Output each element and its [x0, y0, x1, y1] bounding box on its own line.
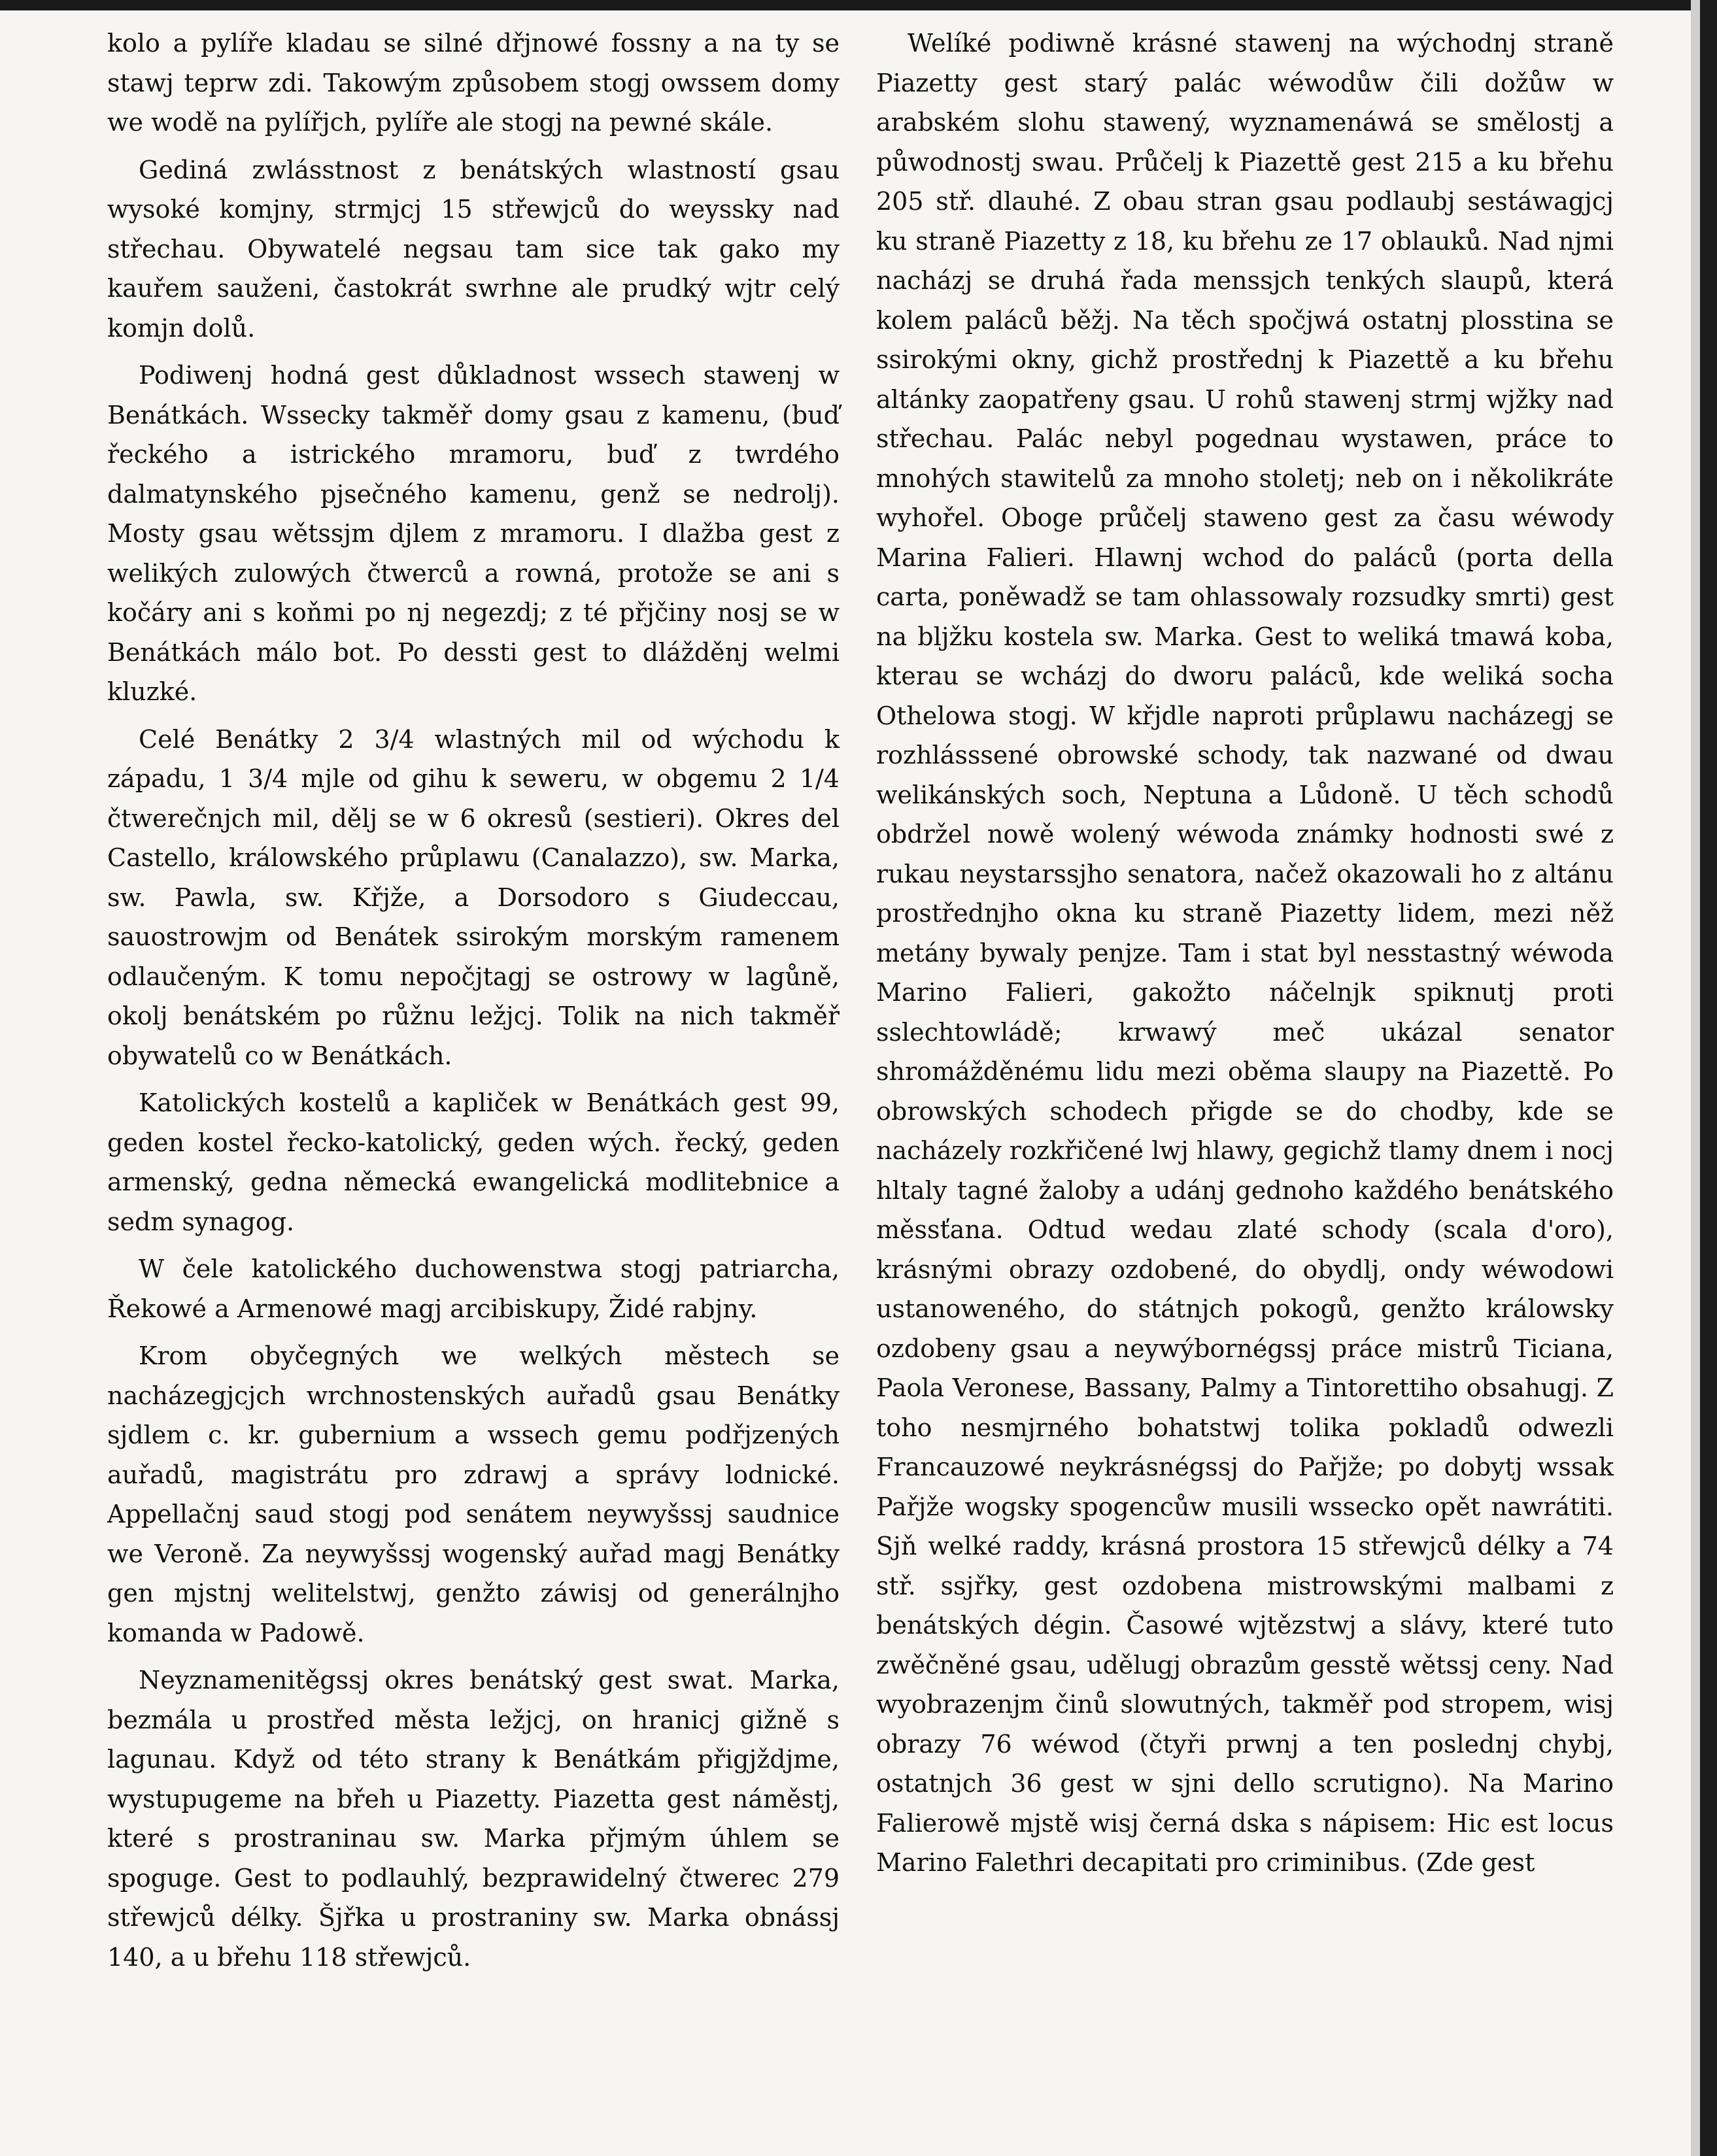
left-column — [107, 24, 840, 1977]
top-border-rule — [0, 0, 1700, 10]
paragraph: kolo a pylíře kladau se silné dřjnowé fossny a na ty se stawj teprw zdi. Takowým způsobem stogj owssem domy we wodě na pylířjch, pylíře ale stogj na pewné skále. — [107, 29, 840, 137]
paragraph: Neyznamenitěgssj okres benátský gest swat. Marka, bezmála u prostřed města ležjcj, on hranicj gižně s lagunau. Když od této strany k Benátkám přigjždjme, wystupugeme na břeh u Piazetty. Piazetta gest náměstj, které s prostraninau sw. Marka přjmým úhlem se spoguge. Gest to podlauhlý, bezprawidelný čtwerec 279 střewjců délky. Šjřka u prostraniny sw. Marka obnássj 140, a u břehu 118 střewjců. — [107, 1666, 840, 1972]
paragraph: Celé Benátky 2 3/4 wlastných mil od wýchodu k západu, 1 3/4 mjle od gihu k sewеru, w obgemu 2 1/4 čtwerečnjch mil, dělj se w 6 okresů (sestieri). Okres del Castello, králowského průplawu (Canalazzo), sw. Marka, sw. Pawla, sw. Křjže, a Dorsodoro s Giudeccau, sauostrowjm od Benátek ssirokým morským ramenem odlaučeným. K tomu nepočjtagj se ostrowy w lagůně, okolj benátském po růžnu ležjcj. Tolik na nich takměř obywatelů co w Benátkách. — [107, 724, 840, 1070]
page-edge-shadow — [1691, 0, 1700, 2156]
paragraph: W čele katolického duchowenstwa stogj patriarcha, Řekowé a Armenowé magj arcibiskupy, Židé rabjny. — [107, 1255, 840, 1323]
paragraph: Welíké podiwně krásné stawenj na wýchodnj straně Piazetty gest starý palác wéwodůw čili dožůw w arabském slohu stawený, wyznamenáwá se smělostj a půwodnostj swau. Průčelj k Piazettě gest 215 a ku břehu 205 stř. dlauhé. Z obau stran gsau podlaubj sestáwagjcj ku straně Piazetty z 18, ku břehu ze 17 oblauků. Nad njmi nacházj se druhá řada menssjch tenkých slaupů, která kolem paláců běžj. Na těch spočjwá ostatnj plosstina se ssirokými okny, gichž prostřednj k Piazettě a ku břehu altánky zaopatřeny gsau. U rohů stawenj strmj wjžky nad střechau. Palác nebyl pogednau wystawen, práce to mnohých stawitelů za mnoho stoletj; neb on i několikráte wyhořel. Oboge průčelj staweno gest za času wéwody Marina Falieri. Hlawnj wchod do paláců (porta della carta, poněwadž se tam ohlassowaly rozsudky smrti) gest na bljžku kostela sw. Marka. Gest to weliká tmawá koba, kterau se wcházj do dworu paláců, kde weliká socha Othelowa stogj. W křjdle naproti průplawu nacházegj se rozhlásssené obrowské schody, tak nazwané od dwau welikánských soch, Neptuna a Lůdoně. U těch schodů obdržel nowě wolený wéwoda známky hodnosti swé z rukau neystarssjho senatora, načež okazowali ho z altánu prostřednjho okna ku straně Piazetty lidem, mezi něž metány bywaly penjze. Tam i stat byl nesstastný wéwoda Marino Falieri, gakožto náčelnjk spiknutj proti sslechtowládě; krwawý meč ukázal senator shromážděnému lidu mezi oběma slaupy na Piazettě. Po obrowských schodech přigde se do chodby, kde se nacházely rozkřičené lwj hlawy, gegichž tlamy dnem i nocj hltaly tagné žaloby a udánj gednoho každého benátského měssťana. Odtud wedau zlaté schody (scala d'oro), krásnými obrazy ozdobené, do obydlj, ondy wéwodowi ustanoweného, do státnjch pokogů, genžto králowsky ozdobeny gsau a neywýbornégssj práce mistrů Ticiana, Paola Veronese, Bassany, Palmy a Tintorettiho obsahugj. Z toho nesmjrného bohatstwj tolika pokladů odwezli Francauzowé neykrásnégssj do Pařjže; po dobytj wssak Pařjže wogsky spogencůw musili wssecko opět nawrátiti. Sjň welké raddy, krásná prostora 15 střewjců délky a 74 stř. ssjřky, gest ozdobena mistrowskými malbami z benátských dégin. Časowé wjtězstwj a slávy, které tuto zwěčněné gsau, udělugj obrazům gesstě wětssj ceny. Nad wyobrazenjm činů slowutných, takměř pod stropem, wisj obrazy 76 wéwod (čtyři prwnj a ten poslednj chybj, ostatnjch 36 gest w sjni dello scrutigno). Na Marino Falierowě mjstě wisj černá dska s nápisem: Hic est locus Marino Falethri decapitati pro criminibus. (Zde gest — [876, 29, 1614, 1877]
right-column — [876, 24, 1614, 1883]
paragraph: Gediná zwlásstnost z benátských wlastností gsau wysoké komjny, strmjcj 15 střewjců do weyssky nad střechau. Obywatelé negsau tam sice tak gako my kauřem sauženi, častokrát swrhne ale prudký wjtr celý komjn dolů. — [107, 155, 840, 343]
paragraph: Katolických kostelů a kapliček w Benátkách gest 99, geden kostel řecko-katolický, geden wých. řecký, geden armenský, gedna německá ewangelická modlitebnice a sedm synagog. — [107, 1088, 840, 1236]
paragraph: Krom obyčegných we welkých městech se nacházegjcjch wrchnostenských auřadů gsau Benátky sjdlem c. kr. gubernium a wssech gemu podřjzených auřadů, magistrátu pro zdrawj a správy lodnické. Appellačnj saud stogj pod senátem neywyšssj saudnice we Veroně. Za neywyšssj wogenský auřad magj Benátky gen mjstnj welitelstwj, genžto záwisj od generálnjho komanda w Padowě. — [107, 1341, 840, 1647]
paragraph: Podiwenj hodná gest důkladnost wssech stawenj w Benátkách. Wssecky takměř domy gsau z kamenu, (buď řeckého a istrického mramoru, buď z twrdého dalmatynského pjsečného kamenu, genž se nedrolj). Mosty gsau wětssjm djlem z mramoru. I dlažba gest z welikých zulowých čtwerců a rowná, protože se ani s kočáry ani s koňmi po nj negezdj; z té přjčiny nosj se w Benátkách málo bot. Po dessti gest to dlážděnj welmi kluzké. — [107, 361, 840, 706]
page-edge — [1700, 0, 1717, 2156]
